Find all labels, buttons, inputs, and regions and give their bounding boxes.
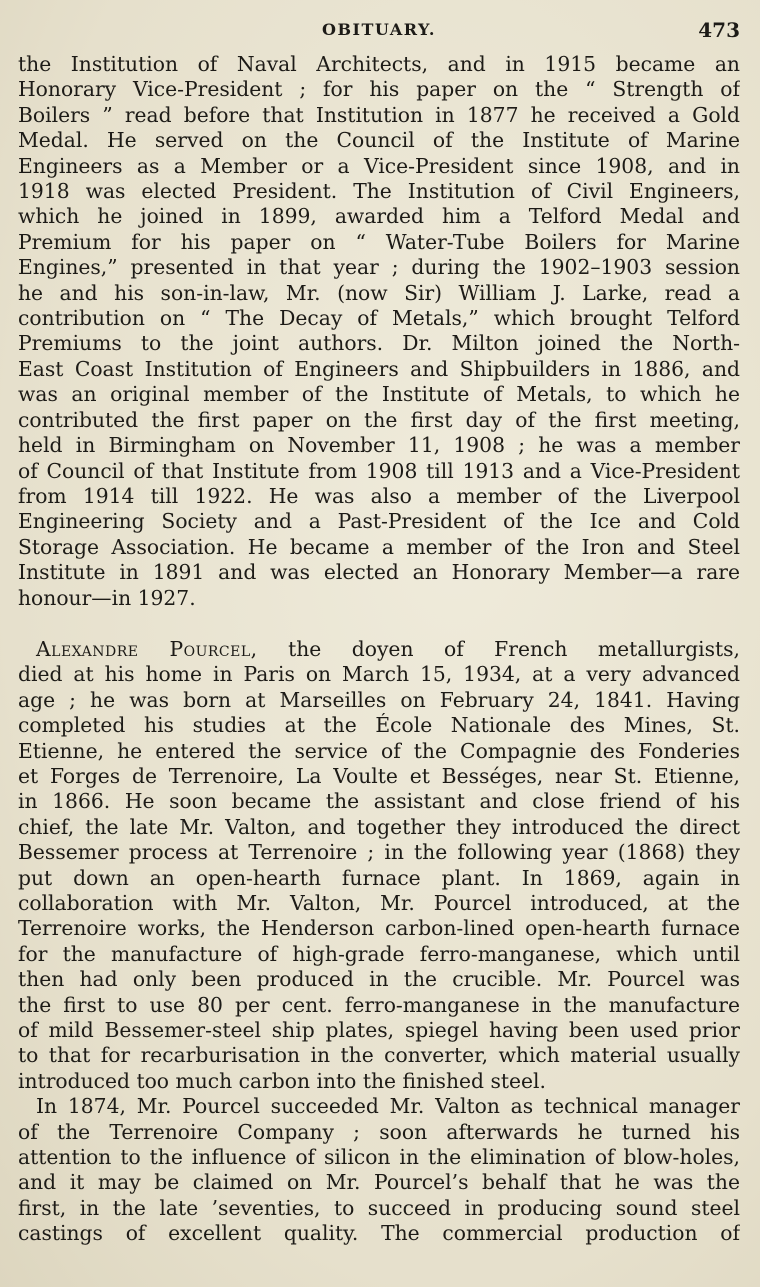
section-gap bbox=[18, 611, 740, 637]
text-line: chief, the late Mr. Valton, and together they introduced the direct bbox=[18, 814, 740, 839]
text-line: completed his studies at the École Nationale des Mines, St. bbox=[18, 713, 740, 738]
text-line: the first to use 80 per cent. ferro-manganese in the manufacture bbox=[18, 992, 740, 1017]
running-title: OBITUARY. bbox=[322, 20, 436, 39]
text-line: put down an open-hearth furnace plant. In 1869, again in bbox=[18, 865, 740, 890]
text-line: Engineers as a Member or a Vice-President since 1908, and in bbox=[18, 153, 740, 178]
text-line: for the manufacture of high-grade ferro-manganese, which until bbox=[18, 941, 740, 966]
text-line: Engines,” presented in that year ; during the 1902–1903 session bbox=[18, 255, 740, 280]
text-line: Boilers ” read before that Institution in 1877 he received a Gold bbox=[18, 102, 740, 127]
text-line: died at his home in Paris on March 15, 1934, at a very advanced bbox=[18, 662, 740, 687]
text-line: honour—in 1927. bbox=[18, 585, 196, 610]
paragraph-milton-continuation bbox=[18, 52, 740, 611]
text-line: from 1914 till 1922. He was also a member of the Liverpool bbox=[18, 483, 740, 508]
text-line: then had only been produced in the crucible. Mr. Pourcel was bbox=[18, 967, 740, 992]
running-header bbox=[18, 18, 740, 52]
text-line: Terrenoire works, the Henderson carbon-lined open-hearth furnace bbox=[18, 916, 740, 941]
text-line: castings of excellent quality. The commercial production of bbox=[18, 1221, 740, 1246]
text-line: the Institution of Naval Architects, and in 1915 became an bbox=[18, 52, 740, 76]
text-line: Etienne, he entered the service of the Compagnie des Fonderies bbox=[18, 738, 740, 763]
text-line: was an original member of the Institute of Metals, to which he bbox=[18, 382, 740, 407]
obituary-name: Alexandre Pourcel, bbox=[36, 636, 258, 661]
text-line: East Coast Institution of Engineers and Shipbuilders in 1886, and bbox=[18, 356, 740, 381]
text-line: Honorary Vice-President ; for his paper on the “ Strength of bbox=[18, 77, 740, 102]
text-line: Engineering Society and a Past-President of the Ice and Cold bbox=[18, 509, 740, 534]
text-line: 1918 was elected President. The Institution of Civil Engineers, bbox=[18, 179, 740, 204]
text-line: of the Terrenoire Company ; soon afterwards he turned his bbox=[18, 1119, 740, 1144]
text-fragment: the doyen of French metallurgists, bbox=[257, 636, 740, 661]
text-line: Storage Association. He became a member of the Iron and Steel bbox=[18, 534, 740, 559]
text-line: and it may be claimed on Mr. Pourcel’s behalf that he was the bbox=[18, 1170, 740, 1195]
text-line: Premiums to the joint authors. Dr. Milton joined the North- bbox=[18, 331, 740, 356]
paragraph-pourcel-intro bbox=[18, 637, 740, 1094]
text-line: contributed the first paper on the first day of the first meeting, bbox=[18, 407, 740, 432]
text-line: attention to the influence of silicon in the elimination of blow-holes, bbox=[18, 1145, 740, 1170]
page-number: 473 bbox=[698, 18, 740, 42]
text-line: collaboration with Mr. Valton, Mr. Pourcel introduced, at the bbox=[18, 891, 740, 915]
text-line bbox=[18, 637, 740, 662]
text-line: Medal. He served on the Council of the Institute of Marine bbox=[18, 128, 740, 153]
text-line: first, in the late ’seventies, to succeed in producing sound steel bbox=[18, 1195, 740, 1220]
text-line: contribution on “ The Decay of Metals,” which brought Telford bbox=[18, 306, 740, 331]
text-line: he and his son-in-law, Mr. (now Sir) William J. Larke, read a bbox=[18, 280, 740, 305]
text-line: which he joined in 1899, awarded him a Telford Medal and bbox=[18, 204, 740, 229]
text-line: Premium for his paper on “ Water-Tube Boilers for Marine bbox=[18, 229, 740, 254]
text-line: Institute in 1891 and was elected an Honorary Member—a rare bbox=[18, 560, 740, 585]
text-line: introduced too much carbon into the finished steel. bbox=[18, 1068, 546, 1093]
document-page bbox=[18, 18, 740, 1273]
paragraph-pourcel-continued bbox=[18, 1094, 740, 1246]
text-line: Bessemer process at Terrenoire ; in the following year (1868) they bbox=[18, 840, 740, 865]
text-line: In 1874, Mr. Pourcel succeeded Mr. Valton as technical manager bbox=[36, 1094, 740, 1119]
text-line: of mild Bessemer-steel ship plates, spiegel having been used prior bbox=[18, 1018, 740, 1043]
text-line: in 1866. He soon became the assistant and close friend of his bbox=[18, 789, 740, 814]
text-line: age ; he was born at Marseilles on February 24, 1841. Having bbox=[18, 687, 740, 712]
text-line: to that for recarburisation in the converter, which material usually bbox=[18, 1043, 740, 1068]
text-line: of Council of that Institute from 1908 till 1913 and a Vice-President bbox=[18, 458, 740, 483]
text-line: held in Birmingham on November 11, 1908 ; he was a member bbox=[18, 433, 740, 458]
text-line: et Forges de Terrenoire, La Voulte et Bességes, near St. Etienne, bbox=[18, 763, 740, 788]
